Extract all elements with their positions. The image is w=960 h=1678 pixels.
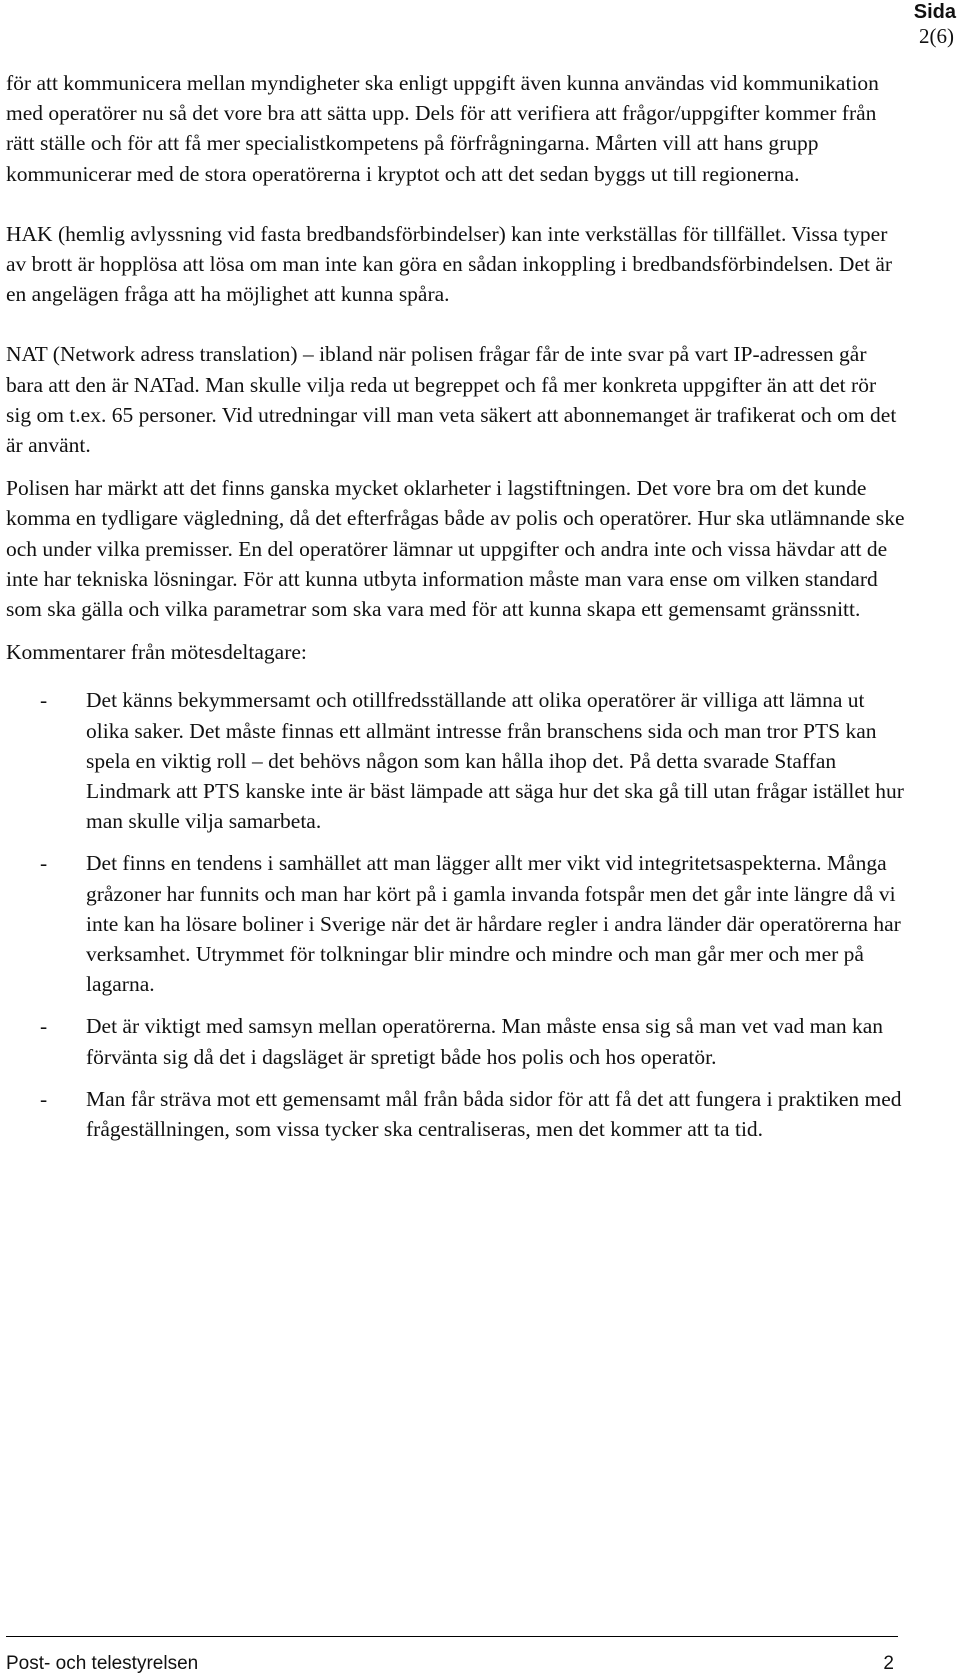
list-item-text: Det känns bekymmersamt och otillfredsställande att olika operatörer är villiga att lämna ut olika saker. Det måste finnas ett allmänt intresse från branschens sida och man tror PTS kan spela en viktig roll – det behövs någon som kan hålla ihop det. På detta svarade Staffan Lindmark att PTS kanske inte är bäst lämpade att säga hur det ska gå till utan frågar istället hur man skulle vilja samarbeta. xyxy=(86,688,904,834)
document-body xyxy=(6,68,906,1156)
bullet-marker: - xyxy=(40,1014,48,1039)
comments-heading: Kommentarer från mötesdeltagare: xyxy=(6,640,307,665)
paragraph-lagstiftning: Polisen har märkt att det finns ganska mycket oklarheter i lagstiftningen. Det vore bra om det kunde komma en tydligare vägledning, då det efterfrågas både av polis och operatörer. Hur ska utlämnande ske och under vilka premisser. En del operatörer lämnar ut uppgifter och andra inte och vissa hävdar att de inte har tekniska lösningar. För att kunna utbyta information måste man vara ense om vilken standard som ska gälla och vilka parametrar som ska vara med för att kunna skapa ett gemensamt gränssnitt. xyxy=(6,476,905,622)
paragraph-hak: HAK (hemlig avlyssning vid fasta bredbandsförbindelser) kan inte verkställas för tillfället. Vissa typer av brott är hopplösa att lösa om man inte kan göra en sådan inkoppling i bredbandsförbindelsen. Det är en angelägen fråga att ha möjlighet att kunna spåra. xyxy=(6,221,893,307)
list-item-text: Det är viktigt med samsyn mellan operatörerna. Man måste ensa sig så man vet vad man kan förvänta sig då det i dagsläget är spretigt både hos polis och hos operatör. xyxy=(86,1014,884,1069)
bullet-marker: - xyxy=(40,688,48,713)
comments-list xyxy=(6,685,906,1144)
page-number: 2(6) xyxy=(919,24,954,48)
footer-divider xyxy=(6,1636,898,1637)
list-item-text: Det finns en tendens i samhället att man lägger allt mer vikt vid integritetsaspekterna. Många gråzoner har funnits och man har kört på i gamla invanda fotspår men det går inte längre då vi inte kan ha lösare boliner i Sverige när det är hårdare regler i andra länder där operatörerna har verksamhet. Utrymmet för tolkningar blir mindre och mindre och man går mer och mer på lagarna. xyxy=(86,851,901,997)
list-item xyxy=(6,1011,906,1071)
bullet-marker: - xyxy=(40,1086,48,1111)
bullet-marker: - xyxy=(40,851,48,876)
paragraph-kommunikation: för att kommunicera mellan myndigheter ska enligt uppgift även kunna användas vid kommunikation med operatörer nu så det vore bra att sätta upp. Dels för att verifiera att frågor/uppgifter kommer från rätt ställe och för att få mer specialistkompetens på förfrågningarna. Mårten vill att hans grupp kommunicerar med de stora operatörerna i kryptot och att det sedan byggs ut till regionerna. xyxy=(6,71,879,186)
footer-page-number: 2 xyxy=(883,1653,894,1674)
list-item xyxy=(6,848,906,999)
list-item xyxy=(6,685,906,836)
paragraph-nat: NAT (Network adress translation) – ibland när polisen frågar får de inte svar på vart IP-adressen går bara att den är NATad. Man skulle vilja reda ut begreppet och få mer konkreta uppgifter än att det rör sig om t.ex. 65 personer. Vid utredningar vill man veta säkert att abonnemanget är trafikerat och om det är använt. xyxy=(6,342,897,458)
list-item-text: Man får sträva mot ett gemensamt mål från båda sidor för att få det att fungera i praktiken med frågeställningen, som vissa tycker ska centraliseras, men det kommer att ta tid. xyxy=(86,1086,902,1142)
page-label: Sida xyxy=(913,1,956,23)
list-item xyxy=(6,1084,906,1144)
footer-organization: Post- och telestyrelsen xyxy=(6,1653,199,1674)
